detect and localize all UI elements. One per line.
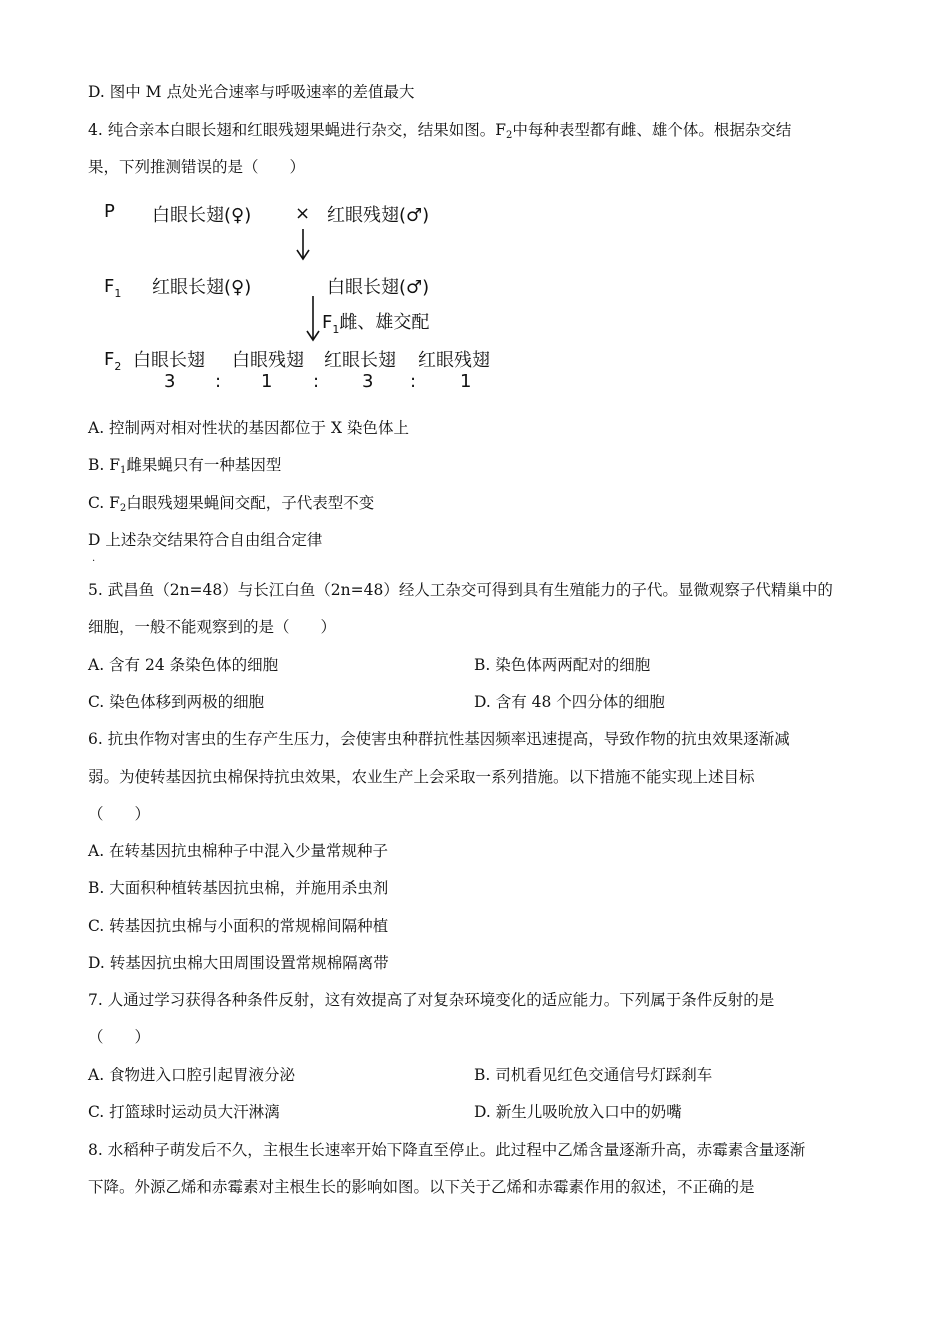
f1-subscript: 1 <box>114 287 122 300</box>
q7-option-c: C. 打篮球时运动员大汗淋漓 <box>88 1103 280 1121</box>
cross-arrows <box>0 0 950 420</box>
f2-phenotype-2: 白眼残翅 <box>232 350 304 371</box>
q5-option-a: A. 含有 24 条染色体的细胞 <box>88 656 279 674</box>
q4-stem-line-2: 果，下列推测错误的是（ ） <box>88 158 306 176</box>
q4-option-b <box>88 455 281 481</box>
q4-option-c <box>88 493 374 519</box>
q6-option-d: D. 转基因抗虫棉大田周围设置常规棉隔离带 <box>88 954 389 972</box>
f2-phenotype-4: 红眼残翅 <box>418 350 490 371</box>
q4-option-b-subscript: 1 <box>120 465 127 476</box>
q5-option-d: D. 含有 48 个四分体的细胞 <box>474 693 665 711</box>
q5-stem-line-1: 5. 武昌鱼（2n=48）与长江白鱼（2n=48）经人工杂交可得到具有生殖能力的子代。显微观察子代精巢中的 <box>88 581 833 599</box>
p-female-phenotype: 白眼长翅(♀) <box>152 205 252 226</box>
q6-stem-line-3: （ ） <box>88 805 151 823</box>
q6-stem-line-1: 6. 抗虫作物对害虫的生存产生压力，会使害虫种群抗性基因频率迅速提高，导致作物的抗虫效果逐渐减 <box>88 730 790 748</box>
generation-p-label: P <box>104 201 115 222</box>
q4-option-c-text: C. F <box>88 494 120 512</box>
q4-option-a: A. 控制两对相对性状的基因都位于 X 染色体上 <box>88 419 409 437</box>
q5-stem-line-2: 细胞，一般不能观察到的是（ ） <box>88 618 337 636</box>
f1-cross-subscript: 1 <box>332 323 340 336</box>
q6-option-a: A. 在转基因抗虫棉种子中混入少量常规种子 <box>88 842 389 860</box>
f1-cross-text: 雌、雄交配 <box>339 312 430 333</box>
ratio-value: 1 <box>460 371 472 392</box>
q7-stem-line-2: （ ） <box>88 1028 151 1046</box>
q7-option-d: D. 新生儿吸吮放入口中的奶嘴 <box>474 1103 682 1121</box>
f2-subscript: 2 <box>114 360 122 373</box>
arrow-f1-to-f2 <box>307 296 319 340</box>
q6-stem-line-2: 弱。为使转基因抗虫棉保持抗虫效果，农业生产上会采取一系列措施。以下措施不能实现上述目标 <box>88 768 755 786</box>
q7-option-a: A. 食物进入口腔引起胃液分泌 <box>88 1066 296 1084</box>
f2-phenotype-1: 白眼长翅 <box>133 350 205 371</box>
q7-stem-line-1: 7. 人通过学习获得各种条件反射，这有效提高了对复杂环境变化的适应能力。下列属于条件反射的是 <box>88 991 775 1009</box>
q8-stem-line-1: 8. 水稻种子萌发后不久，主根生长速率开始下降直至停止。此过程中乙烯含量逐渐升高，赤霉素含量逐渐 <box>88 1141 806 1159</box>
q5-option-b: B. 染色体两两配对的细胞 <box>474 656 651 674</box>
q4-stem-text: 4. 纯合亲本白眼长翅和红眼残翅果蝇进行杂交，结果如图。F <box>88 121 506 139</box>
q4-option-c-subscript: 2 <box>119 503 127 514</box>
ratio-value: 1 <box>261 371 273 392</box>
ratio-separator: : <box>410 371 417 392</box>
arrow-p-to-f1 <box>297 229 309 259</box>
q8-stem-line-2: 下降。外源乙烯和赤霉素对主根生长的影响如图。以下关于乙烯和赤霉素作用的叙述，不正确的是 <box>88 1178 755 1196</box>
cross-symbol: × <box>295 203 311 224</box>
q4-stem-subscript: 2 <box>505 130 513 141</box>
ratio-value: 3 <box>164 371 176 392</box>
q4-option-d: D 上述杂交结果符合自由组合定律 <box>88 531 323 549</box>
q5-option-c: C. 染色体移到两极的细胞 <box>88 693 265 711</box>
q3-option-d: D. 图中 M 点处光合速率与呼吸速率的差值最大 <box>88 83 415 101</box>
ratio-separator: : <box>215 371 222 392</box>
f1-male-phenotype: 白眼长翅(♂) <box>327 277 430 298</box>
q4-option-b-text-cont: 雌果蝇只有一种基因型 <box>126 456 282 474</box>
f2-letter: F <box>104 349 115 370</box>
f1-letter: F <box>104 276 115 297</box>
q4-option-b-text: B. F <box>88 456 120 474</box>
q4-option-c-text-cont: 白眼残翅果蝇间交配，子代表型不变 <box>126 494 375 512</box>
ratio-value: 3 <box>362 371 374 392</box>
q4-stem-text-cont: 中每种表型都有雌、雄个体。根据杂交结 <box>512 121 792 139</box>
q6-option-b: B. 大面积种植转基因抗虫棉，并施用杀虫剂 <box>88 879 389 897</box>
stray-mark: . <box>92 553 96 564</box>
f1-female-phenotype: 红眼长翅(♀) <box>152 277 252 298</box>
p-male-phenotype: 红眼残翅(♂) <box>327 205 430 226</box>
q7-option-b: B. 司机看见红色交通信号灯踩刹车 <box>474 1066 713 1084</box>
f2-phenotype-3: 红眼长翅 <box>324 350 396 371</box>
ratio-separator: : <box>313 371 320 392</box>
q6-option-c: C. 转基因抗虫棉与小面积的常规棉间隔种植 <box>88 917 389 935</box>
f1-cross-letter: F <box>322 312 333 333</box>
